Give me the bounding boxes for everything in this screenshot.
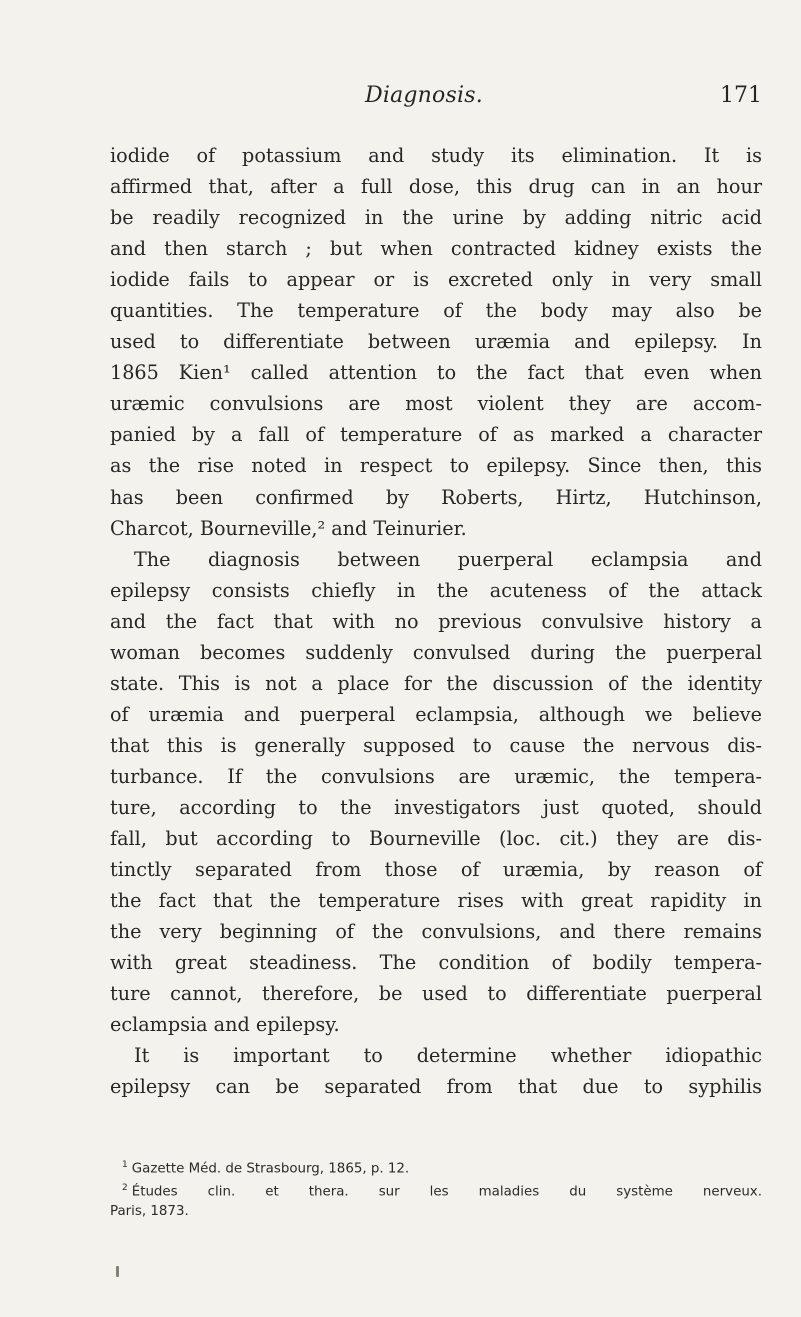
footnote-1	[110, 1156, 762, 1179]
ink-speck	[116, 1266, 119, 1277]
text-line: quantities. The temperature of the body may also be	[110, 299, 762, 323]
footnote-mark: 2	[122, 1182, 128, 1193]
text-line: epilepsy can be separated from that due to syphilis	[110, 1075, 762, 1099]
footnote-2	[110, 1179, 762, 1202]
body-text	[110, 140, 762, 1102]
text-line: state. This is not a place for the discussion of the identity	[110, 671, 762, 695]
text-line: and then starch ; but when contracted kidney exists the	[110, 237, 762, 261]
text-line: the fact that the temperature rises with great rapidity in	[110, 889, 762, 913]
text-line: It is important to determine whether idiopathic	[134, 1044, 762, 1068]
text-line: Charcot, Bourneville,² and Teinurier.	[110, 516, 467, 540]
text-line: panied by a fall of temperature of as marked a character	[110, 423, 762, 447]
footnote-text: Gazette Méd. de Strasbourg, 1865, p. 12.	[131, 1161, 410, 1177]
text-line: uræmic convulsions are most violent they are accom-	[110, 392, 762, 416]
footnote-text: Paris, 1873.	[110, 1203, 189, 1219]
text-line: fall, but according to Bourneville (loc. cit.) they are dis-	[110, 827, 762, 851]
text-line: as the rise noted in respect to epilepsy. Since then, this	[110, 454, 762, 478]
text-line: of uræmia and puerperal eclampsia, although we believe	[110, 702, 762, 726]
text-line: tinctly separated from those of uræmia, by reason of	[110, 858, 762, 882]
text-line: affirmed that, after a full dose, this drug can in an hour	[110, 175, 762, 199]
footnote-mark: 1	[122, 1160, 128, 1170]
footnote-2-continued	[110, 1202, 762, 1222]
text-line: turbance. If the convulsions are uræmic, the tempera-	[110, 764, 762, 788]
text-line: The diagnosis between puerperal eclampsia and	[134, 547, 762, 571]
text-line: with great steadiness. The condition of bodily tempera-	[110, 951, 762, 975]
footnotes	[110, 1156, 762, 1221]
text-line: has been confirmed by Roberts, Hirtz, Hutchinson,	[110, 485, 762, 509]
page-header	[110, 83, 762, 113]
text-line: ture, according to the investigators just quoted, should	[110, 795, 762, 819]
text-line: that this is generally supposed to cause the nervous dis-	[110, 733, 762, 757]
text-line: be readily recognized in the urine by adding nitric acid	[110, 206, 762, 230]
text-line: ture cannot, therefore, be used to differentiate puerperal	[110, 982, 762, 1006]
running-title: Diagnosis.	[365, 83, 483, 108]
text-line: eclampsia and epilepsy.	[110, 1013, 340, 1037]
text-line: iodide fails to appear or is excreted only in very small	[110, 268, 762, 292]
text-line: and the fact that with no previous convulsive history a	[110, 609, 762, 633]
text-line: the very beginning of the convulsions, and there remains	[110, 920, 762, 944]
page-number: 171	[720, 83, 762, 108]
text-line: iodide of potassium and study its elimination. It is	[110, 144, 762, 167]
footnote-text: Études clin. et thera. sur les maladies du système nerveux.	[131, 1184, 762, 1200]
text-line: 1865 Kien¹ called attention to the fact that even when	[110, 361, 762, 385]
text-line: epilepsy consists chiefly in the acuteness of the attack	[110, 578, 762, 602]
text-line: woman becomes suddenly convulsed during the puerperal	[110, 640, 762, 664]
text-line: used to differentiate between uræmia and epilepsy. In	[110, 330, 762, 354]
